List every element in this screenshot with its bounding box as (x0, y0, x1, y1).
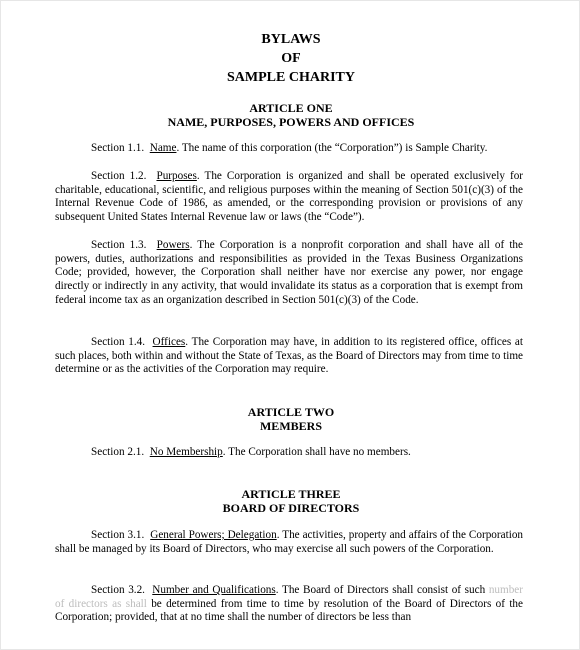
section-2-1 (55, 446, 523, 460)
section-number: Section 1.3. (91, 239, 147, 251)
document-title-line-2: OF (281, 51, 301, 66)
section-number: Section 3.1. (91, 529, 145, 541)
section-heading: Powers (156, 239, 190, 251)
section-number: Section 1.1. (91, 142, 145, 154)
section-text: . The Corporation shall have no members. (222, 446, 411, 458)
section-3-1 (55, 529, 523, 556)
section-heading: Offices (152, 336, 186, 348)
section-number: Section 1.4. (91, 336, 146, 348)
section-number: Section 1.2. (91, 170, 147, 182)
article-three-title: BOARD OF DIRECTORS (222, 501, 360, 515)
article-one-number: ARTICLE ONE (249, 101, 333, 115)
section-text-faded: number of directors as shall (55, 584, 523, 610)
section-1-3 (55, 239, 523, 308)
section-heading: Purposes (156, 170, 197, 182)
section-text: . The Corporation is a nonprofit corporation and shall have all of the powers, duties, authorizations and responsibilities as provided in the Texas Business Organizations Code; provided, however, the Corporation shall neither have nor exercise any power, nor engage directly or indirectly in any activity, that would invalidate its status as a corporation that is exempt from federal income tax as an organization described in Section 501(c)(3) of the Code. (55, 239, 523, 306)
article-one-title: NAME, PURPOSES, POWERS AND OFFICES (167, 115, 415, 129)
section-number: Section 3.2. (91, 584, 145, 596)
section-heading: No Membership (149, 446, 223, 458)
document-title-line-1: BYLAWS (261, 32, 321, 47)
section-3-2 (55, 584, 523, 625)
article-three-number: ARTICLE THREE (241, 487, 341, 501)
section-text: be determined from time to time by resolution of the Board of Directors of the Corporation; provided, that at no time shall the number of directors be less than (55, 597, 523, 624)
section-heading: Name (149, 142, 177, 154)
section-number: Section 2.1. (91, 446, 145, 458)
article-two-number: ARTICLE TWO (247, 405, 335, 419)
section-1-2 (55, 170, 523, 225)
section-text: . The Corporation may have, in addition to its registered office, offices at such places, both within and without the State of Texas, as the Board of Directors may from time to time determine or as the activities of the Corporation may require. (55, 336, 524, 376)
document-title-line-3: SAMPLE CHARITY (227, 70, 355, 85)
section-1-4 (55, 336, 523, 377)
section-text: . The activities, property and affairs of the Corporation shall be managed by its Board of Directors, who may exercise all such powers of the Corporation. (55, 529, 524, 555)
section-1-1 (55, 142, 523, 156)
article-two-title: MEMBERS (259, 419, 322, 433)
section-text: . The name of this corporation (the “Corporation”) is Sample Charity. (176, 142, 488, 154)
section-text: . The Corporation is organized and shall be operated exclusively for charitable, educational, scientific, and religious purposes within the meaning of Section 501(c)(3) of the Internal Revenue Code of 1986, as amended, or the corresponding provision or provisions of any subsequent United States Internal Revenue law or laws (the “Code”). (55, 170, 524, 224)
section-heading: General Powers; Delegation (150, 529, 277, 541)
section-text: . The Board of Directors shall consist of such (275, 584, 489, 596)
section-heading: Number and Qualifications (152, 584, 276, 596)
